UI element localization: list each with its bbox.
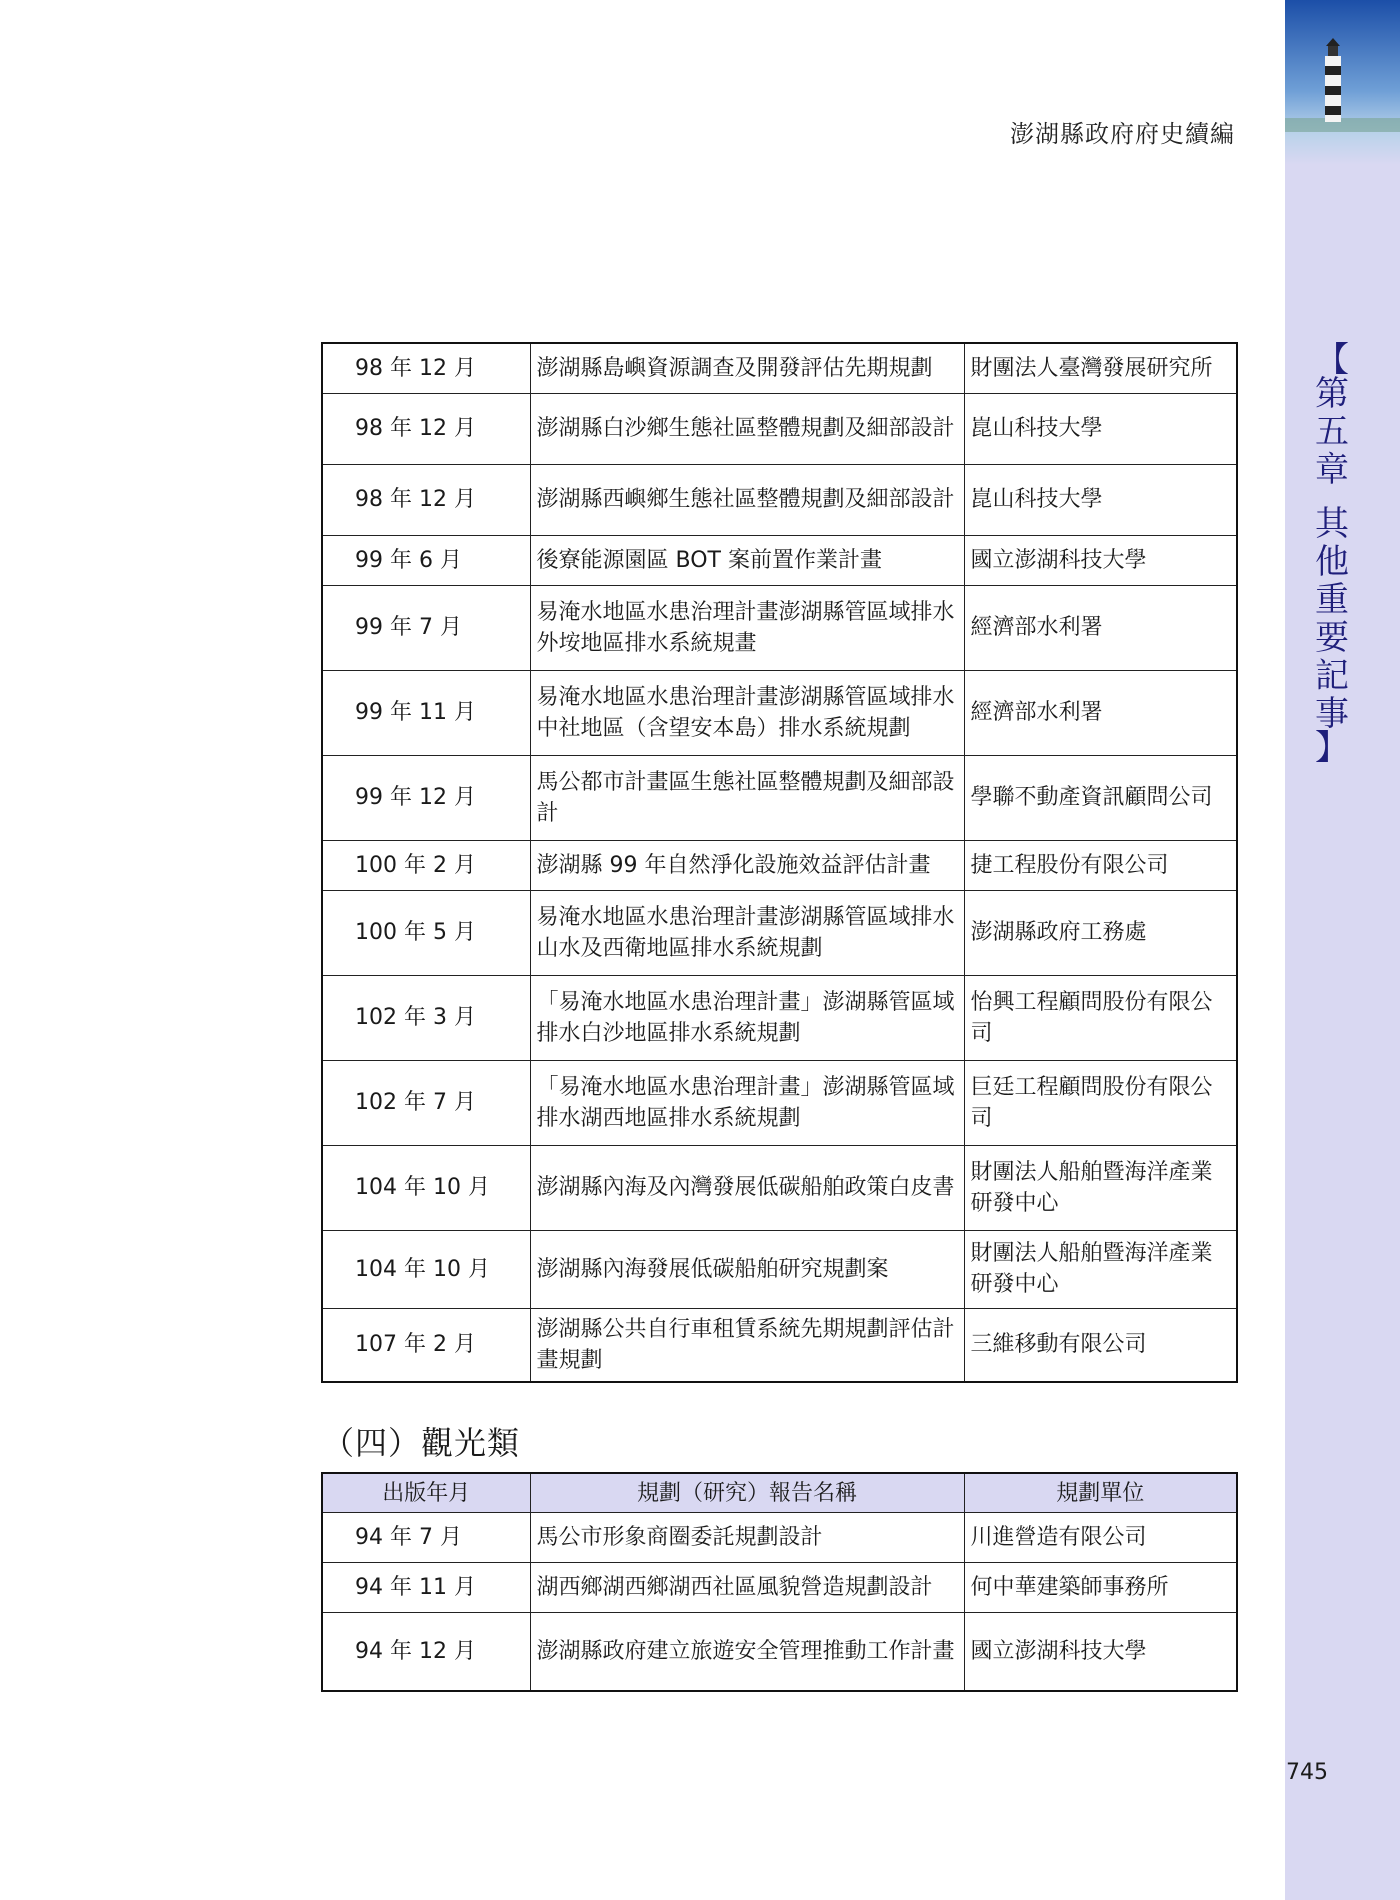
chapter-char: 記 — [1315, 656, 1349, 696]
unit-cell: 澎湖縣政府工務處 — [964, 890, 1237, 975]
chapter-tab — [1302, 340, 1362, 768]
section-heading-tourism: （四）觀光類 — [322, 1424, 521, 1462]
title-cell: 澎湖縣島嶼資源調查及開發評估先期規劃 — [530, 343, 964, 393]
date-cell: 98 年 12 月 — [322, 343, 530, 393]
date-cell: 107 年 2 月 — [322, 1308, 530, 1382]
table-row — [322, 343, 1237, 393]
chapter-open-bracket: 【 — [1315, 340, 1349, 380]
unit-cell: 巨廷工程顧問股份有限公司 — [964, 1060, 1237, 1145]
table-row — [322, 1060, 1237, 1145]
chapter-char: 章 — [1315, 450, 1349, 490]
date-cell: 102 年 7 月 — [322, 1060, 530, 1145]
chapter-char: 第 — [1315, 374, 1349, 414]
table-row — [322, 1308, 1237, 1382]
title-cell: 湖西鄉湖西鄉湖西社區風貌營造規劃設計 — [530, 1563, 964, 1613]
unit-cell: 學聯不動產資訊顧問公司 — [964, 755, 1237, 840]
title-cell: 澎湖縣白沙鄉生態社區整體規劃及細部設計 — [530, 393, 964, 464]
date-cell: 94 年 12 月 — [322, 1613, 530, 1691]
column-header-date: 出版年月 — [322, 1473, 530, 1513]
unit-cell: 經濟部水利署 — [964, 585, 1237, 670]
lighthouse-photo — [1285, 0, 1400, 165]
title-cell: 易淹水地區水患治理計畫澎湖縣管區域排水山水及西衛地區排水系統規劃 — [530, 890, 964, 975]
date-cell: 98 年 12 月 — [322, 393, 530, 464]
table-row — [322, 464, 1237, 535]
table-row — [322, 1145, 1237, 1230]
title-cell: 澎湖縣公共自行車租賃系統先期規劃評估計畫規劃 — [530, 1308, 964, 1382]
date-cell: 98 年 12 月 — [322, 464, 530, 535]
running-head: 澎湖縣政府府史續編 — [1010, 120, 1235, 148]
unit-cell: 捷工程股份有限公司 — [964, 840, 1237, 890]
date-cell: 100 年 5 月 — [322, 890, 530, 975]
date-cell: 94 年 11 月 — [322, 1563, 530, 1613]
date-cell: 94 年 7 月 — [322, 1513, 530, 1563]
title-cell: 澎湖縣內海及內灣發展低碳船舶政策白皮書 — [530, 1145, 964, 1230]
title-cell: 易淹水地區水患治理計畫澎湖縣管區域排水中社地區（含望安本島）排水系統規劃 — [530, 670, 964, 755]
chapter-char: 重 — [1315, 580, 1349, 620]
title-cell: 澎湖縣內海發展低碳船舶研究規劃案 — [530, 1230, 964, 1308]
title-cell: 澎湖縣政府建立旅遊安全管理推動工作計畫 — [530, 1613, 964, 1691]
unit-cell: 財團法人船舶暨海洋產業研發中心 — [964, 1230, 1237, 1308]
unit-cell: 何中華建築師事務所 — [964, 1563, 1237, 1613]
table-row — [322, 670, 1237, 755]
date-cell: 104 年 10 月 — [322, 1230, 530, 1308]
column-header-unit: 規劃單位 — [964, 1473, 1237, 1513]
table-row — [322, 535, 1237, 585]
date-cell: 99 年 7 月 — [322, 585, 530, 670]
title-cell: 「易淹水地區水患治理計畫」澎湖縣管區域排水湖西地區排水系統規劃 — [530, 1060, 964, 1145]
unit-cell: 三維移動有限公司 — [964, 1308, 1237, 1382]
side-band — [1285, 0, 1400, 1900]
title-cell: 「易淹水地區水患治理計畫」澎湖縣管區域排水白沙地區排水系統規劃 — [530, 975, 964, 1060]
unit-cell: 經濟部水利署 — [964, 670, 1237, 755]
table-row — [322, 585, 1237, 670]
table-header-row — [322, 1473, 1237, 1513]
table-body — [322, 343, 1237, 1382]
unit-cell: 怡興工程顧問股份有限公司 — [964, 975, 1237, 1060]
chapter-char: 其 — [1315, 504, 1349, 544]
title-cell: 澎湖縣 99 年自然淨化設施效益評估計畫 — [530, 840, 964, 890]
chapter-char: 要 — [1315, 618, 1349, 658]
table-row — [322, 1613, 1237, 1691]
chapter-close-bracket: 】 — [1315, 728, 1349, 768]
title-cell: 澎湖縣西嶼鄉生態社區整體規劃及細部設計 — [530, 464, 964, 535]
table-row — [322, 1513, 1237, 1563]
column-header-title: 規劃（研究）報告名稱 — [530, 1473, 964, 1513]
date-cell: 99 年 12 月 — [322, 755, 530, 840]
unit-cell: 財團法人船舶暨海洋產業研發中心 — [964, 1145, 1237, 1230]
page-number: 745 — [1286, 1760, 1328, 1785]
table-row — [322, 755, 1237, 840]
table-row — [322, 1230, 1237, 1308]
table-row — [322, 840, 1237, 890]
date-cell: 100 年 2 月 — [322, 840, 530, 890]
date-cell: 104 年 10 月 — [322, 1145, 530, 1230]
chapter-char: 事 — [1315, 694, 1349, 734]
date-cell: 99 年 6 月 — [322, 535, 530, 585]
chapter-char: 他 — [1315, 542, 1349, 582]
table-row — [322, 1563, 1237, 1613]
chapter-char: 五 — [1315, 412, 1349, 452]
unit-cell: 崑山科技大學 — [964, 464, 1237, 535]
title-cell: 易淹水地區水患治理計畫澎湖縣管區域排水外垵地區排水系統規畫 — [530, 585, 964, 670]
title-cell: 馬公都市計畫區生態社區整體規劃及細部設計 — [530, 755, 964, 840]
table-row — [322, 975, 1237, 1060]
title-cell: 馬公市形象商圈委託規劃設計 — [530, 1513, 964, 1563]
table-row — [322, 393, 1237, 464]
date-cell: 99 年 11 月 — [322, 670, 530, 755]
unit-cell: 國立澎湖科技大學 — [964, 1613, 1237, 1691]
date-cell: 102 年 3 月 — [322, 975, 530, 1060]
unit-cell: 川進營造有限公司 — [964, 1513, 1237, 1563]
table-body — [322, 1513, 1237, 1691]
unit-cell: 財團法人臺灣發展研究所 — [964, 343, 1237, 393]
tourism-reports-table — [321, 1472, 1238, 1692]
unit-cell: 國立澎湖科技大學 — [964, 535, 1237, 585]
title-cell: 後寮能源園區 BOT 案前置作業計畫 — [530, 535, 964, 585]
planning-reports-table-continued — [321, 342, 1238, 1383]
unit-cell: 崑山科技大學 — [964, 393, 1237, 464]
table-row — [322, 890, 1237, 975]
